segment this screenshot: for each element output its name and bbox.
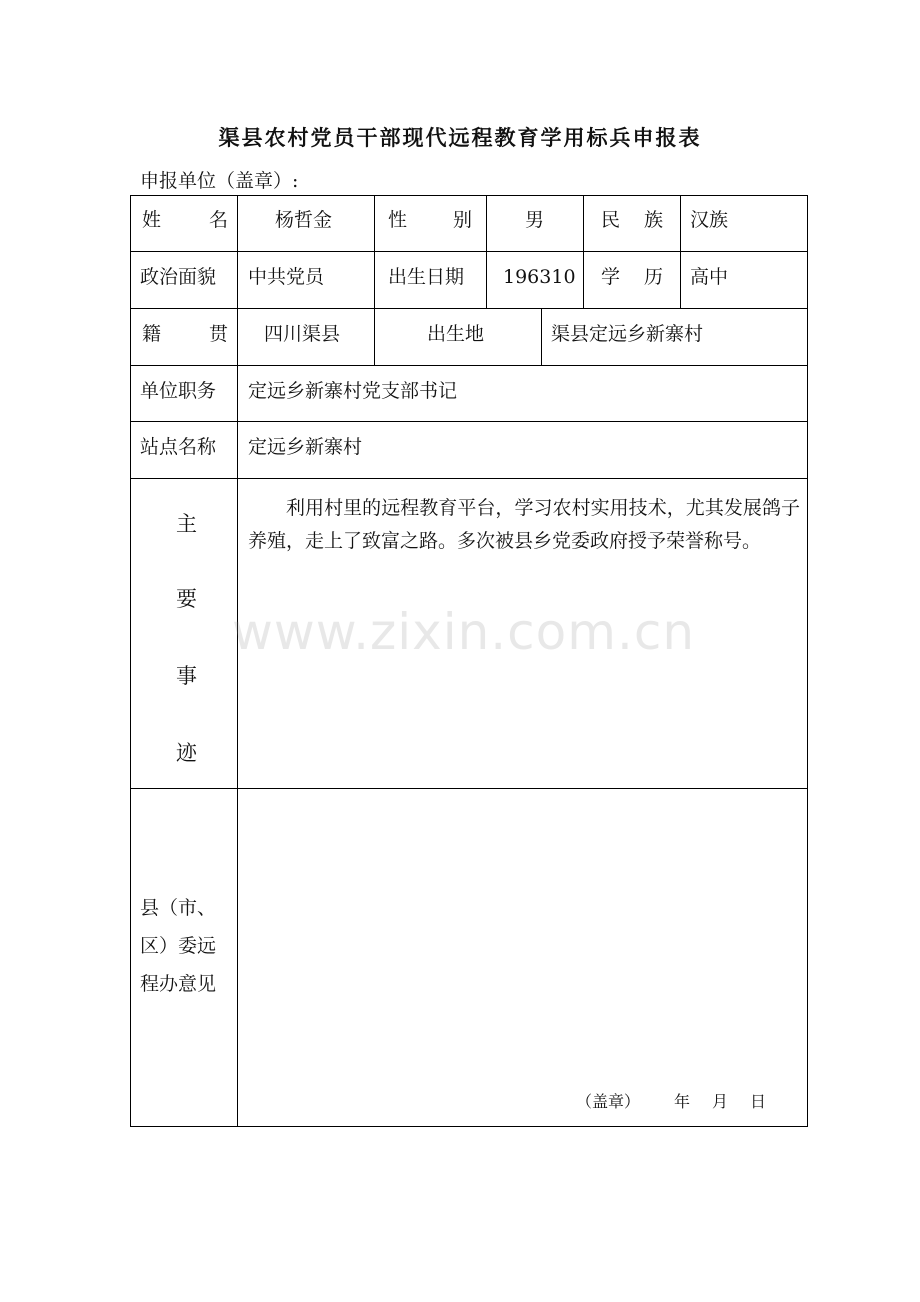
name-value: 杨哲金 <box>275 209 333 231</box>
stamp-text: （盖章） <box>576 1092 641 1111</box>
position-value: 定远乡新寨村党支部书记 <box>248 380 458 402</box>
site-label: 站点名称 <box>140 436 217 458</box>
birthplace-label: 出生地 <box>427 323 485 345</box>
native-place-value: 四川渠县 <box>264 323 341 345</box>
education-label: 学 历 <box>601 266 663 288</box>
watermark: www.zixin.com.cn <box>232 603 696 661</box>
position-label: 单位职务 <box>140 380 217 402</box>
name-label: 姓 名 <box>142 209 228 231</box>
political-label: 政治面貌 <box>140 266 217 288</box>
birthdate-label: 出生日期 <box>388 266 465 288</box>
gender-label: 性 别 <box>388 209 472 231</box>
political-value: 中共党员 <box>248 266 325 288</box>
ethnicity-label: 民 族 <box>601 209 663 231</box>
ethnicity-value: 汉族 <box>690 209 729 231</box>
deeds-label-char-4: 迹 <box>176 741 197 765</box>
site-value: 定远乡新寨村 <box>248 436 363 458</box>
date-year: 年 <box>674 1092 691 1111</box>
deeds-text: 利用村里的远程教育平台，学习农村实用技术，尤其发展鸽子养殖，走上了致富之路。多次被县乡党委政府授予荣誉称号。 <box>248 497 800 552</box>
date-month: 月 <box>712 1092 729 1111</box>
native-place-label: 籍 贯 <box>142 323 228 345</box>
deeds-label-char-3: 事 <box>176 664 197 688</box>
applicant-unit-label: 申报单位（盖章）: <box>140 170 299 192</box>
birthplace-value: 渠县定远乡新寨村 <box>551 323 704 345</box>
deeds-label-char-2: 要 <box>176 587 197 611</box>
opinion-label: 县（市、 区）委远 程办意见 <box>140 897 217 995</box>
education-value: 高中 <box>690 266 729 288</box>
gender-value: 男 <box>525 209 545 231</box>
form-title: 渠县农村党员干部现代远程教育学用标兵申报表 <box>218 125 702 150</box>
date-day: 日 <box>750 1092 767 1111</box>
deeds-label-char-1: 主 <box>176 512 197 536</box>
stamp-date-line <box>576 1089 766 1112</box>
birthdate-value: 196310 <box>503 266 576 288</box>
